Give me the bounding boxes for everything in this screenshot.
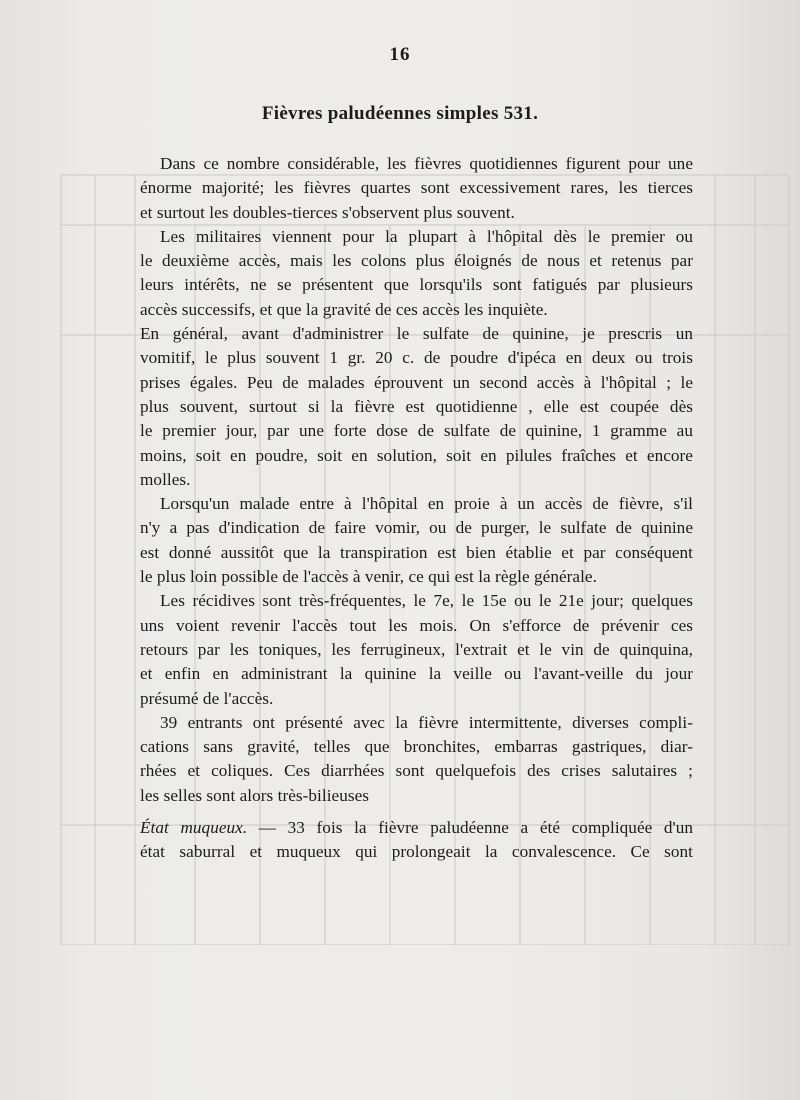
text-line: prises égales. Peu de malades éprouvent un second accès à l'hôpital ; le: [140, 372, 693, 392]
text-line: accès successifs, et que la gravité de ces accès les inquiète.: [140, 299, 548, 319]
text-line: n'y a pas d'indication de faire vomir, ou de purger, le sulfate de quinine: [140, 518, 693, 538]
text-line: le premier jour, par une forte dose de sulfate de quinine, 1 gramme au: [140, 421, 693, 441]
text-line: cations sans gravité, telles que bronchites, embarras gastriques, diar-: [140, 737, 693, 757]
text-line: le plus loin possible de l'accès à venir, ce qui est la règle générale.: [140, 567, 597, 587]
text-line: les selles sont alors très-bilieuses: [140, 785, 370, 805]
text-line: et enfin en administrant la quinine la veille ou l'avant-veille du jour: [140, 664, 693, 684]
etat-muqueux-line: [140, 816, 693, 840]
text-line: vomitif, le plus souvent 1 gr. 20 c. de poudre d'ipéca en deux ou trois: [140, 348, 693, 368]
paragraph-lines: [140, 152, 693, 808]
etat-muqueux-text: — 33 fois la fièvre paludéenne a été compliquée d'un: [258, 818, 693, 838]
text-line: est donné aussitôt que la transpiration est bien établie et par conséquent: [140, 542, 693, 562]
text-line: et surtout les doubles-tierces s'observent plus souvent.: [140, 202, 515, 222]
text-line: leurs intérêts, ne se présentent que lorsqu'ils sont fatigués par plusieurs: [140, 275, 693, 295]
text-line: Lorsqu'un malade entre à l'hôpital en proie à un accès de fièvre, s'il: [160, 494, 693, 514]
text-line: le deuxième accès, mais les colons plus éloignés de nous et retenus par: [140, 251, 693, 271]
etat-muqueux-label: État muqueux.: [140, 818, 248, 838]
text-line: plus souvent, surtout si la fièvre est quotidienne , elle est coupée dès: [140, 396, 693, 416]
page-number: 16: [389, 44, 411, 65]
text-line: uns voient revenir l'accès tout les mois. On s'efforce de prévenir ces: [140, 615, 693, 635]
text-line: rhées et coliques. Ces diarrhées sont quelquefois des crises salutaires ;: [140, 761, 693, 781]
text-line: molles.: [140, 469, 191, 489]
text-line: présumé de l'accès.: [140, 688, 274, 708]
body-text: [140, 152, 693, 865]
text-line: 39 entrants ont présenté avec la fièvre intermittente, diverses compli-: [160, 712, 693, 732]
section-title: Fièvres paludéennes simples 531.: [261, 103, 539, 124]
etat-muqueux-continuation: état saburral et muqueux qui prolongeait la convalescence. Ce sont: [140, 842, 693, 862]
text-line: Dans ce nombre considérable, les fièvres quotidiennes figurent pour une: [160, 154, 693, 173]
text-line: En général, avant d'administrer le sulfate de quinine, je prescris un: [140, 324, 693, 344]
text-line: énorme majorité; les fièvres quartes sont excessivement rares, les tierces: [140, 178, 693, 198]
text-line: Les militaires viennent pour la plupart à l'hôpital dès le premier ou: [160, 226, 693, 246]
text-line: moins, soit en poudre, soit en solution, soit en pilules fraîches et encore: [140, 445, 693, 465]
text-line: retours par les toniques, les ferrugineux, l'extrait et le vin de quinquina,: [140, 639, 693, 659]
text-line: Les récidives sont très-fréquentes, le 7e, le 15e ou le 21e jour; quelques: [160, 591, 693, 611]
